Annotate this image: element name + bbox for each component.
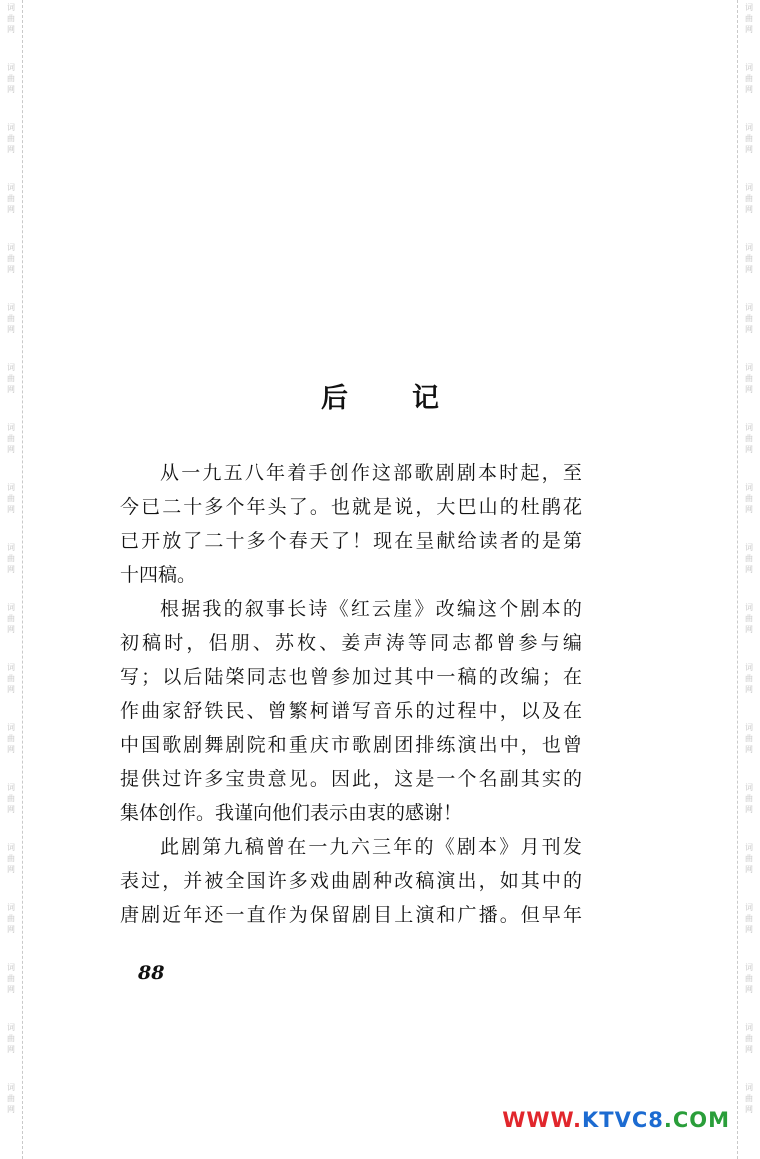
right-watermark-mark — [742, 2, 756, 35]
watermark-char: 网 — [7, 325, 15, 334]
watermark-char: 曲 — [745, 254, 753, 263]
watermark-char: 词 — [7, 663, 15, 672]
watermark-char: 曲 — [745, 794, 753, 803]
left-watermark-mark — [4, 62, 18, 95]
watermark-char: 曲 — [745, 1094, 753, 1103]
watermark-char: 词 — [7, 123, 15, 132]
left-watermark-mark — [4, 902, 18, 935]
page-title — [0, 376, 760, 422]
watermark-char: 曲 — [7, 854, 15, 863]
watermark-char: 曲 — [7, 554, 15, 563]
text-line: 中 国 歌 剧 舞 剧 院 和 重 庆 市 歌 剧 团 排 练 演 出 中 ， 也 曾 — [120, 734, 582, 756]
watermark-char: 网 — [745, 25, 753, 34]
watermark-char: 网 — [745, 145, 753, 154]
watermark-char: 曲 — [745, 854, 753, 863]
watermark-char: 曲 — [745, 14, 753, 23]
watermark-char: 词 — [745, 723, 753, 732]
watermark-char: 网 — [7, 685, 15, 694]
watermark-char: 网 — [7, 1045, 15, 1054]
watermark-char: 词 — [745, 303, 753, 312]
watermark-char: 词 — [745, 603, 753, 612]
watermark-char: 词 — [745, 243, 753, 252]
watermark-char: 词 — [745, 543, 753, 552]
watermark-char: 曲 — [7, 794, 15, 803]
watermark-char: 曲 — [7, 974, 15, 983]
left-watermark-mark — [4, 602, 18, 635]
watermark-char: 曲 — [7, 74, 15, 83]
right-watermark-mark — [742, 782, 756, 815]
watermark-char: 网 — [7, 625, 15, 634]
watermark-char: 词 — [7, 843, 15, 852]
right-watermark-mark — [742, 302, 756, 335]
page-number: 88 — [138, 962, 165, 984]
right-watermark-mark — [742, 722, 756, 755]
watermark-char: 网 — [7, 265, 15, 274]
watermark-char: 词 — [745, 783, 753, 792]
right-watermark-mark — [742, 662, 756, 695]
watermark-char: 网 — [745, 205, 753, 214]
text-line: 此 剧 第 九 稿 曾 在 一 九 六 三 年 的 《 剧 本 》 月 刊 发 — [160, 836, 582, 858]
watermark-char: 曲 — [7, 614, 15, 623]
text-line: 表 过 ， 并 被 全 国 许 多 戏 曲 剧 种 改 稿 演 出 ， 如 其 中 的 — [120, 870, 582, 892]
watermark-char: 曲 — [7, 374, 15, 383]
watermark-char: 网 — [745, 865, 753, 874]
watermark-char: 网 — [745, 685, 753, 694]
watermark-char: 曲 — [7, 1034, 15, 1043]
left-watermark-mark — [4, 182, 18, 215]
right-watermark-mark — [742, 182, 756, 215]
left-watermark-mark — [4, 662, 18, 695]
watermark-char: 网 — [7, 925, 15, 934]
watermark-char: 曲 — [7, 1094, 15, 1103]
watermark-char: 词 — [7, 783, 15, 792]
right-watermark-mark — [742, 902, 756, 935]
text-line: 已 开 放 了 二 十 多 个 春 天 了 ！ 现 在 呈 献 给 读 者 的 是 第 — [120, 530, 582, 552]
watermark-char: 网 — [745, 1045, 753, 1054]
right-watermark-mark — [742, 542, 756, 575]
left-watermark-mark — [4, 422, 18, 455]
right-watermark-mark — [742, 1022, 756, 1055]
watermark-char: 曲 — [7, 494, 15, 503]
watermark-char: 曲 — [7, 134, 15, 143]
watermark-char: 曲 — [745, 134, 753, 143]
watermark-char: 网 — [745, 505, 753, 514]
watermark-char: 词 — [7, 1023, 15, 1032]
watermark-char: 词 — [745, 183, 753, 192]
left-watermark-mark — [4, 542, 18, 575]
watermark-char: 网 — [7, 865, 15, 874]
text-line: 今 已 二 十 多 个 年 头 了 。 也 就 是 说 ， 大 巴 山 的 杜 鹃 花 — [120, 496, 582, 518]
watermark-char: 曲 — [745, 74, 753, 83]
site-url-part-3: .COM — [663, 1108, 730, 1132]
watermark-char: 词 — [745, 123, 753, 132]
watermark-char: 网 — [745, 1105, 753, 1114]
left-watermark-mark — [4, 2, 18, 35]
watermark-char: 词 — [745, 363, 753, 372]
watermark-char: 曲 — [7, 734, 15, 743]
left-watermark-mark — [4, 842, 18, 875]
watermark-char: 网 — [7, 505, 15, 514]
watermark-char: 曲 — [7, 314, 15, 323]
watermark-char: 曲 — [7, 674, 15, 683]
text-line: 十四稿。 — [120, 564, 197, 586]
left-watermark-mark — [4, 482, 18, 515]
watermark-char: 网 — [745, 325, 753, 334]
watermark-char: 词 — [7, 3, 15, 12]
watermark-char: 曲 — [745, 314, 753, 323]
watermark-char: 词 — [7, 1083, 15, 1092]
text-line: 唐 剧 近 年 还 一 直 作 为 保 留 剧 目 上 演 和 广 播 。 但 早 年 — [120, 904, 582, 926]
watermark-char: 词 — [7, 303, 15, 312]
watermark-char: 网 — [745, 745, 753, 754]
watermark-char: 曲 — [7, 14, 15, 23]
watermark-char: 词 — [7, 63, 15, 72]
watermark-char: 网 — [745, 625, 753, 634]
watermark-char: 词 — [7, 183, 15, 192]
right-watermark-mark — [742, 362, 756, 395]
left-watermark-mark — [4, 1082, 18, 1115]
left-watermark-mark — [4, 1022, 18, 1055]
watermark-char: 网 — [7, 1105, 15, 1114]
watermark-char: 曲 — [745, 914, 753, 923]
watermark-char: 词 — [745, 1083, 753, 1092]
watermark-char: 网 — [745, 85, 753, 94]
watermark-char: 曲 — [7, 194, 15, 203]
right-watermark-mark — [742, 842, 756, 875]
right-watermark-mark — [742, 62, 756, 95]
watermark-char: 网 — [7, 805, 15, 814]
watermark-char: 词 — [745, 483, 753, 492]
text-line: 提 供 过 许 多 宝 贵 意 见 。 因 此 ， 这 是 一 个 名 副 其 实 的 — [120, 768, 582, 790]
watermark-char: 词 — [7, 543, 15, 552]
watermark-char: 网 — [7, 745, 15, 754]
right-watermark-mark — [742, 122, 756, 155]
right-watermark-mark — [742, 422, 756, 455]
title-char-1: 后 — [321, 383, 348, 414]
watermark-char: 网 — [745, 985, 753, 994]
site-url-watermark — [502, 1108, 730, 1132]
right-watermark-mark — [742, 602, 756, 635]
watermark-char: 曲 — [7, 914, 15, 923]
watermark-char: 词 — [745, 423, 753, 432]
text-line: 写 ； 以 后 陆 棨 同 志 也 曾 参 加 过 其 中 一 稿 的 改 编 ； 在 — [120, 666, 582, 688]
watermark-char: 词 — [745, 963, 753, 972]
watermark-char: 曲 — [745, 734, 753, 743]
watermark-char: 网 — [7, 145, 15, 154]
text-line: 根 据 我 的 叙 事 长 诗 《 红 云 崖 》 改 编 这 个 剧 本 的 — [160, 598, 582, 620]
watermark-char: 词 — [7, 243, 15, 252]
watermark-char: 曲 — [745, 434, 753, 443]
left-watermark-mark — [4, 362, 18, 395]
watermark-char: 网 — [745, 445, 753, 454]
watermark-char: 网 — [7, 385, 15, 394]
watermark-char: 曲 — [745, 1034, 753, 1043]
watermark-char: 词 — [7, 363, 15, 372]
site-url-part-2: KTVC8 — [581, 1108, 664, 1132]
watermark-char: 网 — [7, 445, 15, 454]
watermark-char: 网 — [745, 805, 753, 814]
watermark-char: 网 — [745, 265, 753, 274]
left-watermark-mark — [4, 242, 18, 275]
title-char-2: 记 — [412, 383, 439, 414]
watermark-char: 曲 — [745, 494, 753, 503]
watermark-char: 曲 — [745, 674, 753, 683]
watermark-char: 网 — [745, 565, 753, 574]
watermark-char: 网 — [745, 925, 753, 934]
left-watermark-mark — [4, 782, 18, 815]
right-watermark-mark — [742, 482, 756, 515]
watermark-char: 曲 — [745, 194, 753, 203]
text-line: 作 曲 家 舒 铁 民 、 曾 繁 柯 谱 写 音 乐 的 过 程 中 ， 以 及 在 — [120, 700, 582, 722]
watermark-char: 词 — [745, 63, 753, 72]
text-line: 集体创作。我谨向他们表示由衷的感谢！ — [120, 802, 463, 824]
right-watermark-mark — [742, 242, 756, 275]
watermark-char: 词 — [7, 603, 15, 612]
watermark-char: 曲 — [745, 374, 753, 383]
watermark-char: 词 — [745, 903, 753, 912]
watermark-char: 网 — [745, 385, 753, 394]
watermark-char: 网 — [7, 565, 15, 574]
watermark-char: 网 — [7, 85, 15, 94]
text-line: 从 一 九 五 八 年 着 手 创 作 这 部 歌 剧 剧 本 时 起 ， 至 — [160, 462, 582, 484]
watermark-char: 曲 — [7, 434, 15, 443]
watermark-char: 曲 — [745, 614, 753, 623]
right-watermark-mark — [742, 1082, 756, 1115]
watermark-char: 网 — [7, 985, 15, 994]
afterword-body — [120, 456, 582, 932]
watermark-char: 曲 — [7, 254, 15, 263]
left-watermark-mark — [4, 962, 18, 995]
watermark-char: 网 — [7, 205, 15, 214]
site-url-part-1: WWW. — [502, 1108, 582, 1132]
watermark-char: 词 — [745, 663, 753, 672]
text-line: 初 稿 时 ， 侣 朋 、 苏 枚 、 姜 声 涛 等 同 志 都 曾 参 与 编 — [120, 632, 582, 654]
watermark-char: 词 — [7, 723, 15, 732]
watermark-char: 网 — [7, 25, 15, 34]
right-watermark-mark — [742, 962, 756, 995]
watermark-char: 词 — [7, 903, 15, 912]
left-watermark-mark — [4, 122, 18, 155]
watermark-char: 曲 — [745, 554, 753, 563]
watermark-char: 词 — [745, 1023, 753, 1032]
watermark-char: 词 — [745, 843, 753, 852]
watermark-char: 曲 — [745, 974, 753, 983]
watermark-char: 词 — [7, 963, 15, 972]
watermark-char: 词 — [7, 423, 15, 432]
watermark-char: 词 — [745, 3, 753, 12]
left-watermark-mark — [4, 722, 18, 755]
left-watermark-mark — [4, 302, 18, 335]
watermark-char: 词 — [7, 483, 15, 492]
